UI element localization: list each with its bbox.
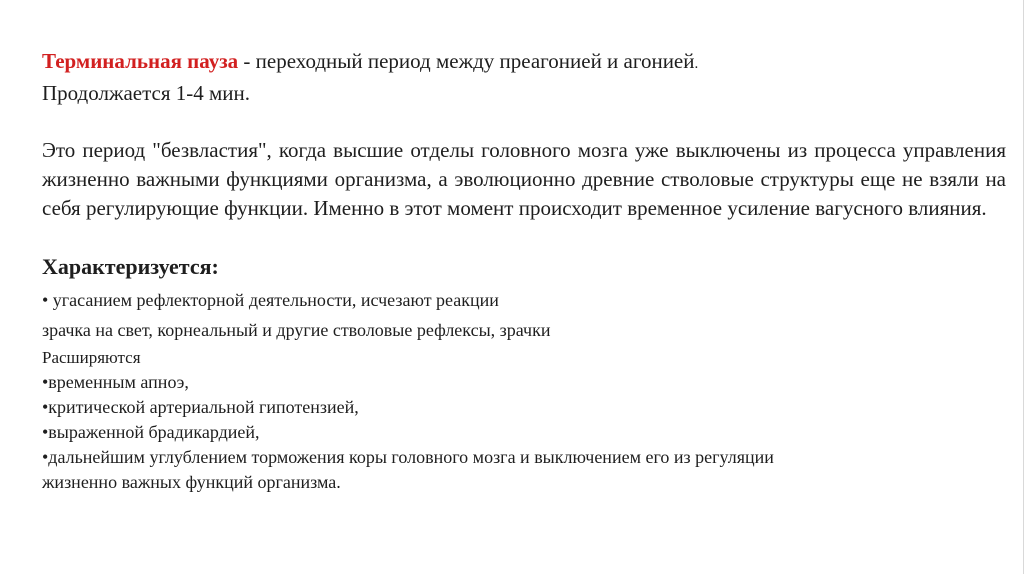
term-title: Терминальная пауза: [42, 49, 239, 73]
list-line: •дальнейшим углублением торможения коры головного мозга и выключением его из регуляции: [42, 447, 774, 467]
list-line: • угасанием рефлекторной деятельности, исчезают реакции: [42, 290, 499, 310]
definition-paragraph: [42, 47, 1006, 108]
description-paragraph: Это период "безвластия", когда высшие отделы головного мозга уже выключены из процесса управления жизненно важными функциями организма, а эволюционно древние стволовые структуры еще не взяли на себя регулирующие функции. Именно в этот момент происходит временное усиление вагусного влияния.: [42, 138, 1006, 220]
definition-period: .: [694, 56, 699, 72]
definition-text: - переходный период между преагонией и агонией: [238, 49, 695, 73]
list-line: •временным апноэ,: [42, 372, 189, 392]
list-line: зрачка на свет, корнеальный и другие стволовые рефлексы, зрачки: [42, 320, 551, 340]
characteristics-list: [42, 285, 1006, 495]
list-line: •критической артериальной гипотензией,: [42, 397, 359, 417]
characteristics-heading: Характеризуется:: [42, 254, 219, 279]
list-line: •выраженной брадикардией,: [42, 422, 260, 442]
list-line: жизненно важных функций организма.: [42, 472, 341, 492]
slide-content: [42, 47, 1006, 495]
duration-text: Продолжается 1-4 мин.: [42, 81, 251, 105]
list-line: Расширяются: [42, 348, 141, 367]
